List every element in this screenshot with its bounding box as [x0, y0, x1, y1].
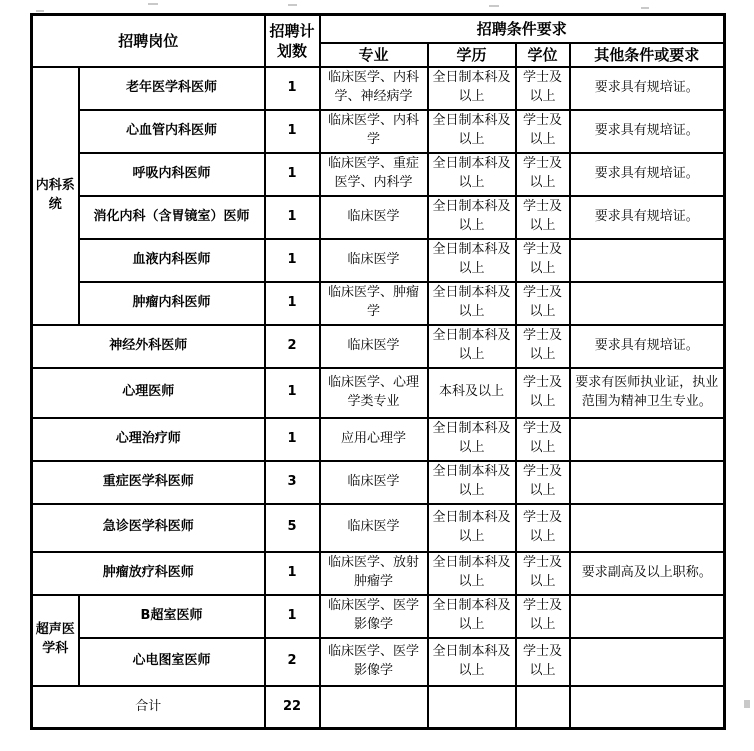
education-cell: 全日制本科及以上	[428, 282, 516, 325]
major-cell: 临床医学、医学影像学	[320, 638, 428, 686]
header-requirements: 招聘条件要求	[320, 15, 725, 43]
header-degree: 学位	[516, 43, 570, 67]
other-cell: 要求副高及以上职称。	[570, 552, 725, 595]
education-cell: 全日制本科及以上	[428, 461, 516, 504]
education-cell: 全日制本科及以上	[428, 504, 516, 552]
scan-artifact	[489, 5, 499, 7]
degree-cell: 学士及以上	[516, 282, 570, 325]
table-row	[32, 595, 725, 638]
major-cell	[320, 686, 428, 729]
table-row	[32, 552, 725, 595]
header-position: 招聘岗位	[32, 15, 265, 67]
major-cell: 临床医学	[320, 239, 428, 282]
table-row	[32, 504, 725, 552]
degree-cell: 学士及以上	[516, 504, 570, 552]
other-cell: 要求具有规培证。	[570, 196, 725, 239]
education-cell: 全日制本科及以上	[428, 110, 516, 153]
other-cell: 要求具有规培证。	[570, 153, 725, 196]
count-cell: 1	[265, 418, 320, 461]
table-row	[32, 638, 725, 686]
major-cell: 临床医学、内科学	[320, 110, 428, 153]
header-row-1	[32, 15, 725, 43]
header-count: 招聘计划数	[265, 15, 320, 67]
degree-cell: 学士及以上	[516, 418, 570, 461]
scan-artifact	[744, 700, 750, 708]
other-cell	[570, 282, 725, 325]
other-cell	[570, 686, 725, 729]
position-cell: 心电图室医师	[79, 638, 265, 686]
degree-cell: 学士及以上	[516, 110, 570, 153]
major-cell: 临床医学、心理学类专业	[320, 368, 428, 418]
degree-cell	[516, 686, 570, 729]
position-cell: 肿瘤放疗科医师	[32, 552, 265, 595]
scan-artifact	[641, 7, 649, 9]
major-cell: 应用心理学	[320, 418, 428, 461]
table-row	[32, 368, 725, 418]
count-cell: 1	[265, 552, 320, 595]
header-education: 学历	[428, 43, 516, 67]
position-cell: 老年医学科医师	[79, 67, 265, 110]
position-cell: 血液内科医师	[79, 239, 265, 282]
degree-cell: 学士及以上	[516, 153, 570, 196]
position-cell: 急诊医学科医师	[32, 504, 265, 552]
scan-artifact	[288, 4, 297, 6]
other-cell	[570, 461, 725, 504]
count-cell: 1	[265, 67, 320, 110]
table-row	[32, 282, 725, 325]
education-cell: 全日制本科及以上	[428, 196, 516, 239]
other-cell	[570, 239, 725, 282]
header-other: 其他条件或要求	[570, 43, 725, 67]
degree-cell: 学士及以上	[516, 325, 570, 368]
count-cell: 1	[265, 110, 320, 153]
group-cell-ultrasound: 超声医学科	[32, 595, 79, 686]
education-cell: 全日制本科及以上	[428, 325, 516, 368]
degree-cell: 学士及以上	[516, 368, 570, 418]
header-major: 专业	[320, 43, 428, 67]
degree-cell: 学士及以上	[516, 461, 570, 504]
other-cell: 要求有医师执业证，执业范围为精神卫生专业。	[570, 368, 725, 418]
count-cell: 1	[265, 368, 320, 418]
education-cell: 全日制本科及以上	[428, 153, 516, 196]
other-cell: 要求具有规培证。	[570, 110, 725, 153]
total-row	[32, 686, 725, 729]
count-cell: 5	[265, 504, 320, 552]
count-cell: 2	[265, 638, 320, 686]
degree-cell: 学士及以上	[516, 552, 570, 595]
position-cell: B超室医师	[79, 595, 265, 638]
table-row	[32, 325, 725, 368]
degree-cell: 学士及以上	[516, 638, 570, 686]
total-label-cell: 合计	[32, 686, 265, 729]
table-row	[32, 196, 725, 239]
position-cell: 心理治疗师	[32, 418, 265, 461]
position-cell: 心理医师	[32, 368, 265, 418]
position-cell: 消化内科（含胃镜室）医师	[79, 196, 265, 239]
other-cell	[570, 595, 725, 638]
other-cell: 要求具有规培证。	[570, 67, 725, 110]
degree-cell: 学士及以上	[516, 595, 570, 638]
table-row	[32, 110, 725, 153]
table-row	[32, 418, 725, 461]
education-cell	[428, 686, 516, 729]
education-cell: 全日制本科及以上	[428, 67, 516, 110]
major-cell: 临床医学、放射肿瘤学	[320, 552, 428, 595]
education-cell: 全日制本科及以上	[428, 418, 516, 461]
education-cell: 全日制本科及以上	[428, 638, 516, 686]
scan-artifact	[148, 3, 158, 5]
position-cell: 肿瘤内科医师	[79, 282, 265, 325]
major-cell: 临床医学、重症医学、内科学	[320, 153, 428, 196]
position-cell: 神经外科医师	[32, 325, 265, 368]
other-cell	[570, 504, 725, 552]
major-cell: 临床医学	[320, 504, 428, 552]
other-cell	[570, 638, 725, 686]
scan-artifact	[36, 10, 44, 12]
major-cell: 临床医学	[320, 196, 428, 239]
recruitment-table	[30, 13, 726, 730]
position-cell: 重症医学科医师	[32, 461, 265, 504]
count-cell: 1	[265, 153, 320, 196]
count-cell: 3	[265, 461, 320, 504]
major-cell: 临床医学、医学影像学	[320, 595, 428, 638]
count-cell: 1	[265, 196, 320, 239]
major-cell: 临床医学	[320, 325, 428, 368]
position-cell: 呼吸内科医师	[79, 153, 265, 196]
education-cell: 全日制本科及以上	[428, 239, 516, 282]
other-cell: 要求具有规培证。	[570, 325, 725, 368]
position-cell: 心血管内科医师	[79, 110, 265, 153]
count-cell: 1	[265, 595, 320, 638]
count-cell: 1	[265, 282, 320, 325]
other-cell	[570, 418, 725, 461]
degree-cell: 学士及以上	[516, 239, 570, 282]
table-row	[32, 461, 725, 504]
degree-cell: 学士及以上	[516, 67, 570, 110]
degree-cell: 学士及以上	[516, 196, 570, 239]
major-cell: 临床医学、内科学、神经病学	[320, 67, 428, 110]
education-cell: 本科及以上	[428, 368, 516, 418]
education-cell: 全日制本科及以上	[428, 552, 516, 595]
table-row	[32, 67, 725, 110]
table-row	[32, 153, 725, 196]
education-cell: 全日制本科及以上	[428, 595, 516, 638]
count-cell: 1	[265, 239, 320, 282]
group-cell-internal-medicine: 内科系统	[32, 67, 79, 325]
major-cell: 临床医学	[320, 461, 428, 504]
major-cell: 临床医学、肿瘤学	[320, 282, 428, 325]
table-row	[32, 239, 725, 282]
count-cell: 2	[265, 325, 320, 368]
total-count-cell: 22	[265, 686, 320, 729]
